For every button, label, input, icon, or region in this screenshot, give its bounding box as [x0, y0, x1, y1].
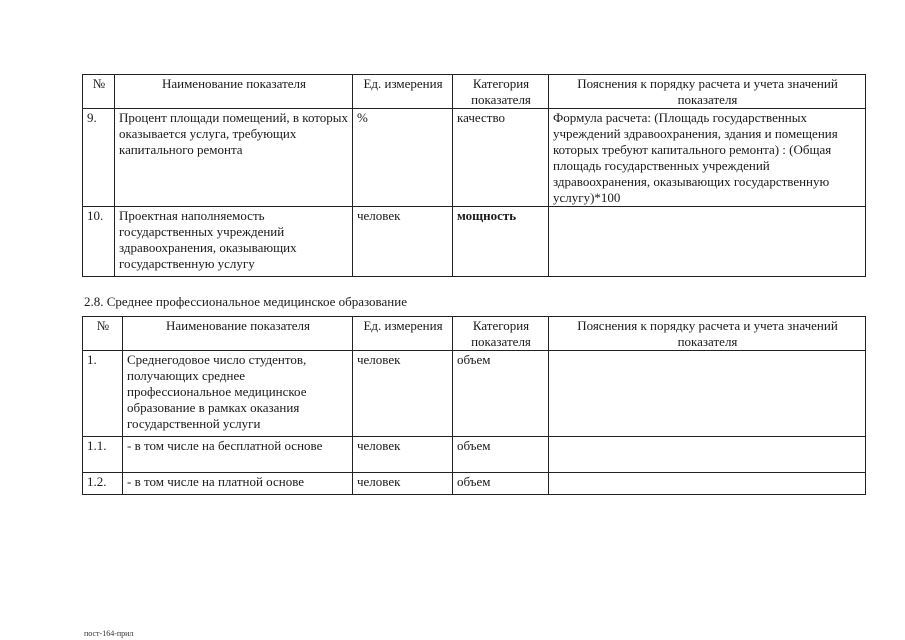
section-title: 2.8. Среднее профессиональное медицинское образование	[84, 294, 407, 309]
indicators-table-2	[82, 316, 866, 495]
row-unit: человек	[353, 437, 453, 473]
table-row	[83, 473, 866, 495]
header-category: Категория показателя	[453, 317, 549, 351]
row-unit: человек	[353, 207, 453, 277]
row-notes	[549, 473, 866, 495]
table-header-row	[83, 75, 866, 109]
header-category: Категория показателя	[453, 75, 549, 109]
row-number: 1.2.	[83, 473, 123, 495]
indicators-table-1	[82, 74, 866, 277]
header-notes: Пояснения к порядку расчета и учета значений показателя	[549, 75, 866, 109]
row-number: 1.1.	[83, 437, 123, 473]
row-category: объем	[453, 351, 549, 437]
row-indicator-name: - в том числе на бесплатной основе	[123, 437, 353, 473]
header-unit: Ед. измерения	[353, 75, 453, 109]
table-row	[83, 109, 866, 207]
row-notes	[549, 351, 866, 437]
row-category: мощность	[453, 207, 549, 277]
table-row	[83, 351, 866, 437]
row-notes: Формула расчета: (Площадь государственных учреждений здравоохранения, здания и помещения которых требуют капитального ремонта) : (Общая площадь государственных учреждений здравоохранения, оказывающих государственную услугу)*100	[549, 109, 866, 207]
footer-filename: пост-164-прил	[84, 629, 134, 638]
row-number: 10.	[83, 207, 115, 277]
row-category: объем	[453, 437, 549, 473]
row-indicator-name: Проектная наполняемость государственных учреждений здравоохранения, оказывающих государственную услугу	[115, 207, 353, 277]
row-category: качество	[453, 109, 549, 207]
row-number: 9.	[83, 109, 115, 207]
header-unit: Ед. измерения	[353, 317, 453, 351]
row-notes	[549, 207, 866, 277]
header-number: №	[83, 317, 123, 351]
header-number: №	[83, 75, 115, 109]
row-indicator-name: - в том числе на платной основе	[123, 473, 353, 495]
header-indicator-name: Наименование показателя	[115, 75, 353, 109]
row-indicator-name: Среднегодовое число студентов, получающих среднее профессиональное медицинское образование в рамках оказания государственной услуги	[123, 351, 353, 437]
row-number: 1.	[83, 351, 123, 437]
row-notes	[549, 437, 866, 473]
row-category: объем	[453, 473, 549, 495]
row-unit: человек	[353, 473, 453, 495]
table-row	[83, 207, 866, 277]
table-header-row	[83, 317, 866, 351]
row-unit: человек	[353, 351, 453, 437]
row-indicator-name: Процент площади помещений, в которых оказывается услуга, требующих капитального ремонта	[115, 109, 353, 207]
header-indicator-name: Наименование показателя	[123, 317, 353, 351]
table-row	[83, 437, 866, 473]
header-notes: Пояснения к порядку расчета и учета значений показателя	[549, 317, 866, 351]
row-unit: %	[353, 109, 453, 207]
